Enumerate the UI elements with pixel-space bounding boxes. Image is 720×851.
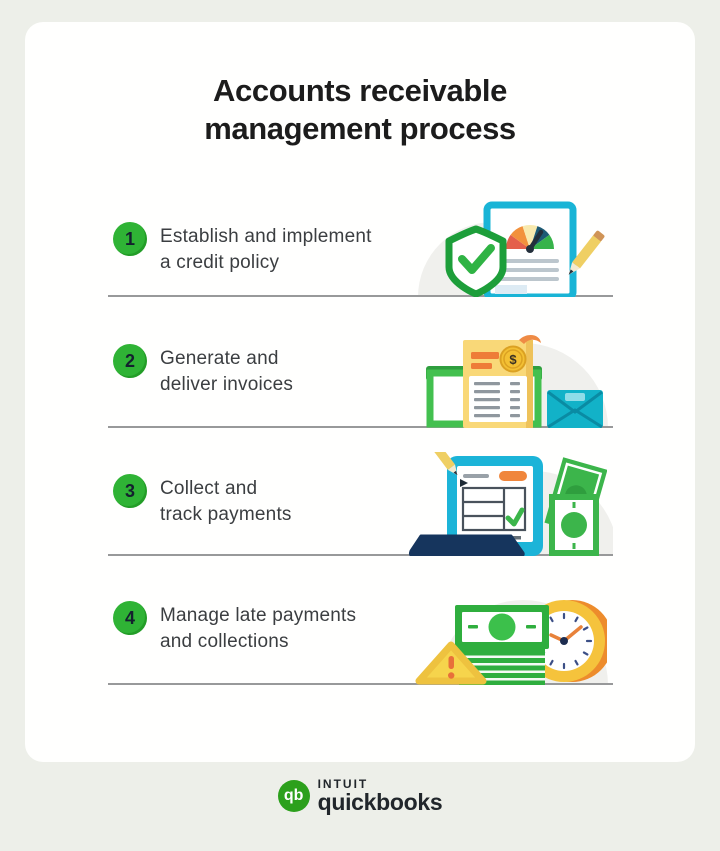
step-label: Manage late payments and collections xyxy=(160,605,357,652)
money-bill-front-icon xyxy=(549,494,599,556)
step-number-badge xyxy=(113,474,147,508)
dollar-coin-icon xyxy=(501,347,526,372)
intuit-wordmark: INTUIT xyxy=(317,777,369,791)
step-label: Establish and implement a credit policy xyxy=(160,226,372,273)
dollar-coin-label: $ xyxy=(509,352,517,367)
page-title xyxy=(25,72,695,148)
step-number: 1 xyxy=(124,228,135,249)
payment-tracking-illustration xyxy=(407,452,607,556)
step-number: 3 xyxy=(124,480,135,501)
step-number-badge xyxy=(113,601,147,635)
laptop-base-icon xyxy=(410,536,523,556)
step-number-badge xyxy=(113,222,147,256)
quickbooks-wordmark: quickbooks xyxy=(317,789,443,815)
shield-check-icon xyxy=(449,229,503,294)
invoice-paper-icon xyxy=(463,335,541,428)
envelope-icon xyxy=(547,390,603,428)
quickbooks-qb-icon: qb xyxy=(278,780,310,812)
step-number: 4 xyxy=(124,607,135,628)
step-number-badge xyxy=(113,344,147,378)
logo-wordmark xyxy=(318,778,443,814)
title-line-1: Accounts receivable xyxy=(213,73,507,108)
step-number: 2 xyxy=(124,350,135,371)
late-payment-illustration xyxy=(407,581,607,685)
card xyxy=(25,22,695,762)
step-label: Collect and track payments xyxy=(160,478,292,525)
intuit-quickbooks-logo xyxy=(0,778,720,814)
title-line-2: management process xyxy=(204,111,516,146)
step-label: Generate and deliver invoices xyxy=(160,348,294,395)
invoice-illustration xyxy=(407,330,607,428)
credit-policy-illustration xyxy=(407,195,607,297)
